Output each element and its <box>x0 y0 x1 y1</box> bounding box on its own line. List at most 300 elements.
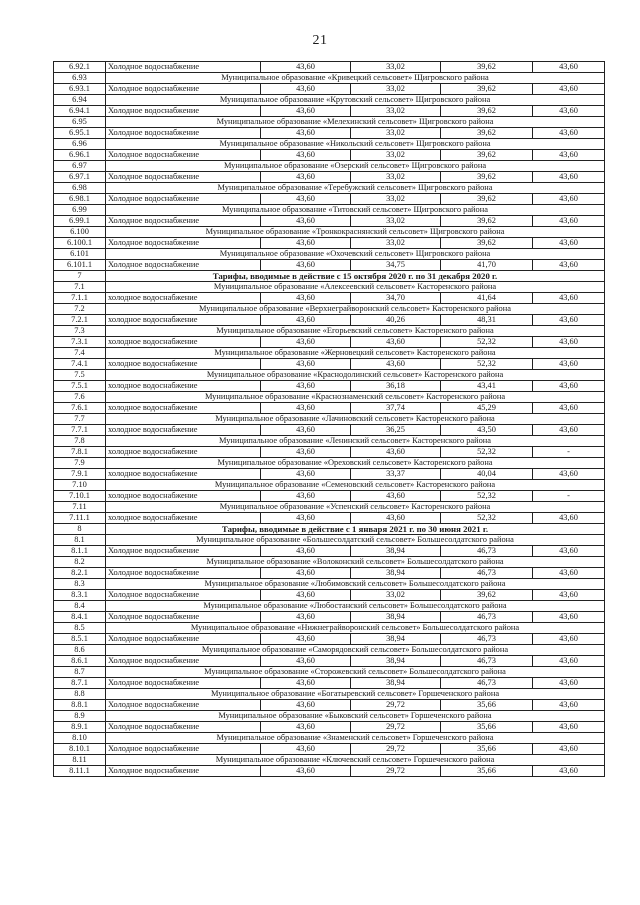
tariff-value: 43,60 <box>351 447 441 458</box>
tariff-value: 43,60 <box>533 359 605 370</box>
service-name: Холодное водоснабжение <box>106 194 261 205</box>
service-name: Холодное водоснабжение <box>106 106 261 117</box>
tariff-value: 52,32 <box>441 447 533 458</box>
service-name: Холодное водоснабжение <box>106 568 261 579</box>
row-number: 6.94.1 <box>54 106 106 117</box>
row-number: 6.93.1 <box>54 84 106 95</box>
municipality-name: Муниципальное образование «Семеновский сельсовет» Касторенского района <box>106 480 605 491</box>
municipality-row <box>54 689 605 700</box>
municipality-name: Муниципальное образование «Богатыревский сельсовет» Горшеченского района <box>106 689 605 700</box>
tariff-row <box>54 337 605 348</box>
period-header-row <box>54 271 605 282</box>
municipality-name: Муниципальное образование «Теребужский сельсовет» Щигровского района <box>106 183 605 194</box>
row-number: 7.3.1 <box>54 337 106 348</box>
service-name: Холодное водоснабжение <box>106 216 261 227</box>
service-name: Холодное водоснабжение <box>106 260 261 271</box>
municipality-row <box>54 458 605 469</box>
row-number: 8.7 <box>54 667 106 678</box>
tariff-value: 33,02 <box>351 194 441 205</box>
tariff-value: 29,72 <box>351 766 441 777</box>
tariff-value: 43,60 <box>533 469 605 480</box>
tariff-row <box>54 216 605 227</box>
tariff-value: 43,60 <box>261 62 351 73</box>
municipality-name: Муниципальное образование «Ленинский сельсовет» Касторенского района <box>106 436 605 447</box>
tariff-value: 46,73 <box>441 634 533 645</box>
municipality-name: Муниципальное образование «Верхнеграйворонский сельсовет» Касторенского района <box>106 304 605 315</box>
tariff-value: 35,66 <box>441 700 533 711</box>
service-name: Холодное водоснабжение <box>106 612 261 623</box>
municipality-row <box>54 282 605 293</box>
municipality-row <box>54 755 605 766</box>
service-name: Холодное водоснабжение <box>106 84 261 95</box>
municipality-row <box>54 436 605 447</box>
service-name: холодное водоснабжение <box>106 447 261 458</box>
municipality-row <box>54 117 605 128</box>
tariff-value: 34,70 <box>351 293 441 304</box>
tariff-value: 43,60 <box>533 293 605 304</box>
tariff-table <box>53 61 605 777</box>
tariff-value: 36,18 <box>351 381 441 392</box>
row-number: 8.10 <box>54 733 106 744</box>
service-name: Холодное водоснабжение <box>106 634 261 645</box>
row-number: 8 <box>54 524 106 535</box>
tariff-row <box>54 425 605 436</box>
municipality-row <box>54 667 605 678</box>
municipality-row <box>54 711 605 722</box>
tariff-row <box>54 403 605 414</box>
tariff-value: 33,02 <box>351 62 441 73</box>
tariff-table-body <box>54 62 605 777</box>
tariff-value: 43,60 <box>261 403 351 414</box>
tariff-value: 35,66 <box>441 744 533 755</box>
tariff-value: 33,37 <box>351 469 441 480</box>
row-number: 6.98 <box>54 183 106 194</box>
tariff-value: 52,32 <box>441 491 533 502</box>
row-number: 6.96.1 <box>54 150 106 161</box>
row-number: 7.7.1 <box>54 425 106 436</box>
tariff-value: 38,94 <box>351 634 441 645</box>
municipality-name: Муниципальное образование «Знаменский сельсовет» Горшеченского района <box>106 733 605 744</box>
row-number: 8.5.1 <box>54 634 106 645</box>
tariff-value: 43,60 <box>261 634 351 645</box>
tariff-value: 43,60 <box>261 425 351 436</box>
tariff-value: 33,02 <box>351 238 441 249</box>
municipality-row <box>54 579 605 590</box>
tariff-row <box>54 260 605 271</box>
municipality-name: Муниципальное образование «Краснознаменский сельсовет» Касторенского района <box>106 392 605 403</box>
tariff-value: 43,60 <box>533 238 605 249</box>
municipality-name: Муниципальное образование «Кривецкий сельсовет» Щигровского района <box>106 73 605 84</box>
row-number: 8.11.1 <box>54 766 106 777</box>
tariff-value: 43,60 <box>261 293 351 304</box>
municipality-name: Муниципальное образование «Мелехинский сельсовет» Щигровского района <box>106 117 605 128</box>
tariff-row <box>54 568 605 579</box>
municipality-row <box>54 370 605 381</box>
row-number: 6.100.1 <box>54 238 106 249</box>
row-number: 6.92.1 <box>54 62 106 73</box>
row-number: 7.5 <box>54 370 106 381</box>
tariff-value: 52,32 <box>441 513 533 524</box>
row-number: 8.2.1 <box>54 568 106 579</box>
municipality-row <box>54 733 605 744</box>
tariff-value: 39,62 <box>441 128 533 139</box>
municipality-row <box>54 139 605 150</box>
tariff-row <box>54 766 605 777</box>
tariff-value: 43,60 <box>261 546 351 557</box>
tariff-value: - <box>533 491 605 502</box>
tariff-value: 29,72 <box>351 722 441 733</box>
service-name: холодное водоснабжение <box>106 491 261 502</box>
tariff-value: 38,94 <box>351 656 441 667</box>
tariff-value: 43,60 <box>351 337 441 348</box>
row-number: 8.3 <box>54 579 106 590</box>
tariff-row <box>54 491 605 502</box>
municipality-row <box>54 227 605 238</box>
municipality-name: Муниципальное образование «Краснодолинский сельсовет» Касторенского района <box>106 370 605 381</box>
tariff-value: 43,60 <box>261 216 351 227</box>
tariff-row <box>54 293 605 304</box>
tariff-value: 43,50 <box>441 425 533 436</box>
service-name: холодное водоснабжение <box>106 425 261 436</box>
service-name: холодное водоснабжение <box>106 315 261 326</box>
service-name: Холодное водоснабжение <box>106 766 261 777</box>
tariff-value: 43,60 <box>261 238 351 249</box>
tariff-value: 29,72 <box>351 744 441 755</box>
row-number: 6.95.1 <box>54 128 106 139</box>
municipality-name: Муниципальное образование «Озерский сельсовет» Щигровского района <box>106 161 605 172</box>
row-number: 6.98.1 <box>54 194 106 205</box>
tariff-row <box>54 678 605 689</box>
tariff-value: 43,60 <box>261 381 351 392</box>
tariff-value: 43,60 <box>533 722 605 733</box>
tariff-row <box>54 194 605 205</box>
tariff-value: 43,60 <box>533 612 605 623</box>
row-number: 8.1.1 <box>54 546 106 557</box>
tariff-row <box>54 359 605 370</box>
municipality-name: Муниципальное образование «Саморядовский сельсовет» Большесолдатского района <box>106 645 605 656</box>
tariff-row <box>54 656 605 667</box>
municipality-row <box>54 348 605 359</box>
row-number: 7.11 <box>54 502 106 513</box>
tariff-value: 39,62 <box>441 84 533 95</box>
tariff-value: 43,60 <box>261 722 351 733</box>
row-number: 6.97 <box>54 161 106 172</box>
municipality-name: Муниципальное образование «Тронкокраснянский сельсовет» Щигровского района <box>106 227 605 238</box>
row-number: 8.3.1 <box>54 590 106 601</box>
tariff-value: 39,62 <box>441 62 533 73</box>
tariff-row <box>54 84 605 95</box>
tariff-value: 43,60 <box>533 546 605 557</box>
tariff-row <box>54 150 605 161</box>
tariff-value: 48,31 <box>441 315 533 326</box>
row-number: 7.6.1 <box>54 403 106 414</box>
tariff-value: 39,62 <box>441 106 533 117</box>
tariff-row <box>54 546 605 557</box>
service-name: Холодное водоснабжение <box>106 656 261 667</box>
service-name: Холодное водоснабжение <box>106 546 261 557</box>
row-number: 7.8 <box>54 436 106 447</box>
row-number: 8.10.1 <box>54 744 106 755</box>
municipality-name: Муниципальное образование «Нижнеграйворонский сельсовет» Большесолдатского района <box>106 623 605 634</box>
row-number: 6.95 <box>54 117 106 128</box>
service-name: Холодное водоснабжение <box>106 744 261 755</box>
municipality-row <box>54 601 605 612</box>
row-number: 7.1.1 <box>54 293 106 304</box>
municipality-name: Муниципальное образование «Ореховский сельсовет» Касторенского района <box>106 458 605 469</box>
row-number: 8.8 <box>54 689 106 700</box>
row-number: 7.10 <box>54 480 106 491</box>
tariff-value: 43,60 <box>351 359 441 370</box>
municipality-row <box>54 249 605 260</box>
row-number: 7.1 <box>54 282 106 293</box>
row-number: 8.9 <box>54 711 106 722</box>
tariff-value: 41,70 <box>441 260 533 271</box>
tariff-value: 43,60 <box>261 194 351 205</box>
municipality-row <box>54 161 605 172</box>
tariff-row <box>54 722 605 733</box>
tariff-value: 33,02 <box>351 590 441 601</box>
service-name: холодное водоснабжение <box>106 469 261 480</box>
municipality-row <box>54 557 605 568</box>
row-number: 8.8.1 <box>54 700 106 711</box>
municipality-name: Муниципальное образование «Егорьевский сельсовет» Касторенского района <box>106 326 605 337</box>
municipality-name: Муниципальное образование «Любостанский сельсовет» Большесолдатского района <box>106 601 605 612</box>
row-number: 7.6 <box>54 392 106 403</box>
municipality-name: Муниципальное образование «Охочевский сельсовет» Щигровского района <box>106 249 605 260</box>
tariff-value: 40,26 <box>351 315 441 326</box>
municipality-row <box>54 535 605 546</box>
tariff-value: 43,60 <box>533 150 605 161</box>
row-number: 7.4 <box>54 348 106 359</box>
tariff-value: 33,02 <box>351 84 441 95</box>
tariff-value: 43,60 <box>533 568 605 579</box>
service-name: холодное водоснабжение <box>106 513 261 524</box>
municipality-row <box>54 95 605 106</box>
tariff-value: 33,02 <box>351 216 441 227</box>
municipality-name: Муниципальное образование «Быковский сельсовет» Горшеченского района <box>106 711 605 722</box>
tariff-value: 52,32 <box>441 359 533 370</box>
municipality-row <box>54 392 605 403</box>
tariff-value: 43,60 <box>261 315 351 326</box>
service-name: холодное водоснабжение <box>106 337 261 348</box>
row-number: 8.11 <box>54 755 106 766</box>
tariff-value: 37,74 <box>351 403 441 414</box>
tariff-row <box>54 612 605 623</box>
tariff-row <box>54 238 605 249</box>
tariff-value: 52,32 <box>441 337 533 348</box>
row-number: 8.5 <box>54 623 106 634</box>
tariff-value: 46,73 <box>441 678 533 689</box>
tariff-value: 43,60 <box>533 744 605 755</box>
municipality-name: Муниципальное образование «Титовский сельсовет» Щигровского района <box>106 205 605 216</box>
row-number: 7.8.1 <box>54 447 106 458</box>
row-number: 6.99 <box>54 205 106 216</box>
tariff-value: 36,25 <box>351 425 441 436</box>
tariff-value: 43,60 <box>261 106 351 117</box>
tariff-value: 43,60 <box>261 128 351 139</box>
row-number: 6.99.1 <box>54 216 106 227</box>
tariff-row <box>54 128 605 139</box>
service-name: Холодное водоснабжение <box>106 678 261 689</box>
row-number: 8.2 <box>54 557 106 568</box>
tariff-value: 43,60 <box>261 590 351 601</box>
tariff-value: 39,62 <box>441 150 533 161</box>
tariff-value: 39,62 <box>441 590 533 601</box>
municipality-name: Муниципальное образование «Успенский сельсовет» Касторенского района <box>106 502 605 513</box>
tariff-value: 43,60 <box>261 568 351 579</box>
municipality-row <box>54 183 605 194</box>
municipality-name: Муниципальное образование «Алексеевский сельсовет» Касторенского района <box>106 282 605 293</box>
tariff-row <box>54 744 605 755</box>
tariff-value: 43,60 <box>261 150 351 161</box>
tariff-value: 43,60 <box>533 172 605 183</box>
tariff-value: 43,60 <box>351 491 441 502</box>
tariff-value: 40,04 <box>441 469 533 480</box>
row-number: 8.6 <box>54 645 106 656</box>
tariff-value: 43,41 <box>441 381 533 392</box>
tariff-value: - <box>533 447 605 458</box>
municipality-name: Муниципальное образование «Любимовский сельсовет» Большесолдатского района <box>106 579 605 590</box>
tariff-value: 43,60 <box>533 381 605 392</box>
row-number: 7 <box>54 271 106 282</box>
tariff-value: 43,60 <box>261 766 351 777</box>
tariff-value: 43,60 <box>261 337 351 348</box>
service-name: холодное водоснабжение <box>106 381 261 392</box>
tariff-value: 43,60 <box>261 700 351 711</box>
service-name: Холодное водоснабжение <box>106 700 261 711</box>
tariff-value: 43,60 <box>261 260 351 271</box>
tariff-value: 43,60 <box>261 678 351 689</box>
tariff-value: 33,02 <box>351 150 441 161</box>
row-number: 6.97.1 <box>54 172 106 183</box>
municipality-row <box>54 205 605 216</box>
tariff-row <box>54 106 605 117</box>
tariff-value: 43,60 <box>533 260 605 271</box>
municipality-row <box>54 645 605 656</box>
tariff-value: 43,60 <box>261 172 351 183</box>
tariff-value: 38,94 <box>351 568 441 579</box>
tariff-value: 43,60 <box>533 700 605 711</box>
tariff-value: 43,60 <box>261 491 351 502</box>
municipality-row <box>54 480 605 491</box>
tariff-row <box>54 634 605 645</box>
tariff-value: 46,73 <box>441 546 533 557</box>
tariff-row <box>54 513 605 524</box>
service-name: Холодное водоснабжение <box>106 62 261 73</box>
row-number: 8.1 <box>54 535 106 546</box>
tariff-value: 33,02 <box>351 106 441 117</box>
tariff-value: 43,60 <box>351 513 441 524</box>
service-name: Холодное водоснабжение <box>106 172 261 183</box>
municipality-row <box>54 326 605 337</box>
period-header-row <box>54 524 605 535</box>
municipality-name: Муниципальное образование «Лачиновский сельсовет» Касторенского района <box>106 414 605 425</box>
row-number: 8.7.1 <box>54 678 106 689</box>
tariff-value: 45,29 <box>441 403 533 414</box>
municipality-row <box>54 502 605 513</box>
tariff-value: 43,60 <box>261 447 351 458</box>
tariff-value: 43,60 <box>533 678 605 689</box>
tariff-value: 43,60 <box>533 403 605 414</box>
tariff-value: 43,60 <box>533 128 605 139</box>
row-number: 8.4.1 <box>54 612 106 623</box>
service-name: холодное водоснабжение <box>106 293 261 304</box>
tariff-value: 34,75 <box>351 260 441 271</box>
tariff-value: 43,60 <box>533 62 605 73</box>
tariff-value: 39,62 <box>441 194 533 205</box>
row-number: 7.9.1 <box>54 469 106 480</box>
tariff-value: 33,02 <box>351 172 441 183</box>
municipality-row <box>54 73 605 84</box>
municipality-row <box>54 414 605 425</box>
municipality-name: Муниципальное образование «Никольский сельсовет» Щигровского района <box>106 139 605 150</box>
row-number: 7.2 <box>54 304 106 315</box>
tariff-value: 43,60 <box>261 656 351 667</box>
tariff-value: 33,02 <box>351 128 441 139</box>
row-number: 7.9 <box>54 458 106 469</box>
tariff-value: 38,94 <box>351 678 441 689</box>
service-name: Холодное водоснабжение <box>106 150 261 161</box>
row-number: 7.10.1 <box>54 491 106 502</box>
tariff-value: 46,73 <box>441 656 533 667</box>
tariff-row <box>54 172 605 183</box>
tariff-value: 29,72 <box>351 700 441 711</box>
municipality-name: Муниципальное образование «Жерновецкий сельсовет» Касторенского района <box>106 348 605 359</box>
row-number: 7.3 <box>54 326 106 337</box>
row-number: 7.5.1 <box>54 381 106 392</box>
tariff-value: 43,60 <box>533 194 605 205</box>
tariff-value: 46,73 <box>441 612 533 623</box>
row-number: 8.9.1 <box>54 722 106 733</box>
row-number: 6.93 <box>54 73 106 84</box>
tariff-value: 35,66 <box>441 722 533 733</box>
tariff-value: 38,94 <box>351 546 441 557</box>
tariff-value: 39,62 <box>441 238 533 249</box>
period-title: Тарифы, вводимые в действие с 15 октября 2020 г. по 31 декабря 2020 г. <box>106 271 605 282</box>
tariff-value: 41,64 <box>441 293 533 304</box>
row-number: 8.6.1 <box>54 656 106 667</box>
municipality-name: Муниципальное образование «Волоконский сельсовет» Большесолдатского района <box>106 557 605 568</box>
row-number: 6.101.1 <box>54 260 106 271</box>
tariff-value: 35,66 <box>441 766 533 777</box>
municipality-row <box>54 304 605 315</box>
municipality-row <box>54 623 605 634</box>
service-name: Холодное водоснабжение <box>106 128 261 139</box>
municipality-name: Муниципальное образование «Крутовский сельсовет» Щигровского района <box>106 95 605 106</box>
row-number: 6.94 <box>54 95 106 106</box>
row-number: 7.11.1 <box>54 513 106 524</box>
page-number: 21 <box>312 33 328 48</box>
row-number: 7.2.1 <box>54 315 106 326</box>
municipality-name: Муниципальное образование «Ключевский сельсовет» Горшеченского района <box>106 755 605 766</box>
tariff-value: 43,60 <box>533 513 605 524</box>
tariff-row <box>54 62 605 73</box>
tariff-value: 43,60 <box>533 634 605 645</box>
service-name: Холодное водоснабжение <box>106 238 261 249</box>
tariff-row <box>54 700 605 711</box>
service-name: холодное водоснабжение <box>106 403 261 414</box>
row-number: 6.96 <box>54 139 106 150</box>
row-number: 7.7 <box>54 414 106 425</box>
municipality-name: Муниципальное образование «Большесолдатский сельсовет» Большесолдатского района <box>106 535 605 546</box>
service-name: холодное водоснабжение <box>106 359 261 370</box>
tariff-value: 43,60 <box>261 84 351 95</box>
tariff-value: 43,60 <box>533 315 605 326</box>
row-number: 6.100 <box>54 227 106 238</box>
tariff-value: 43,60 <box>533 766 605 777</box>
tariff-value: 43,60 <box>261 513 351 524</box>
tariff-value: 43,60 <box>533 337 605 348</box>
